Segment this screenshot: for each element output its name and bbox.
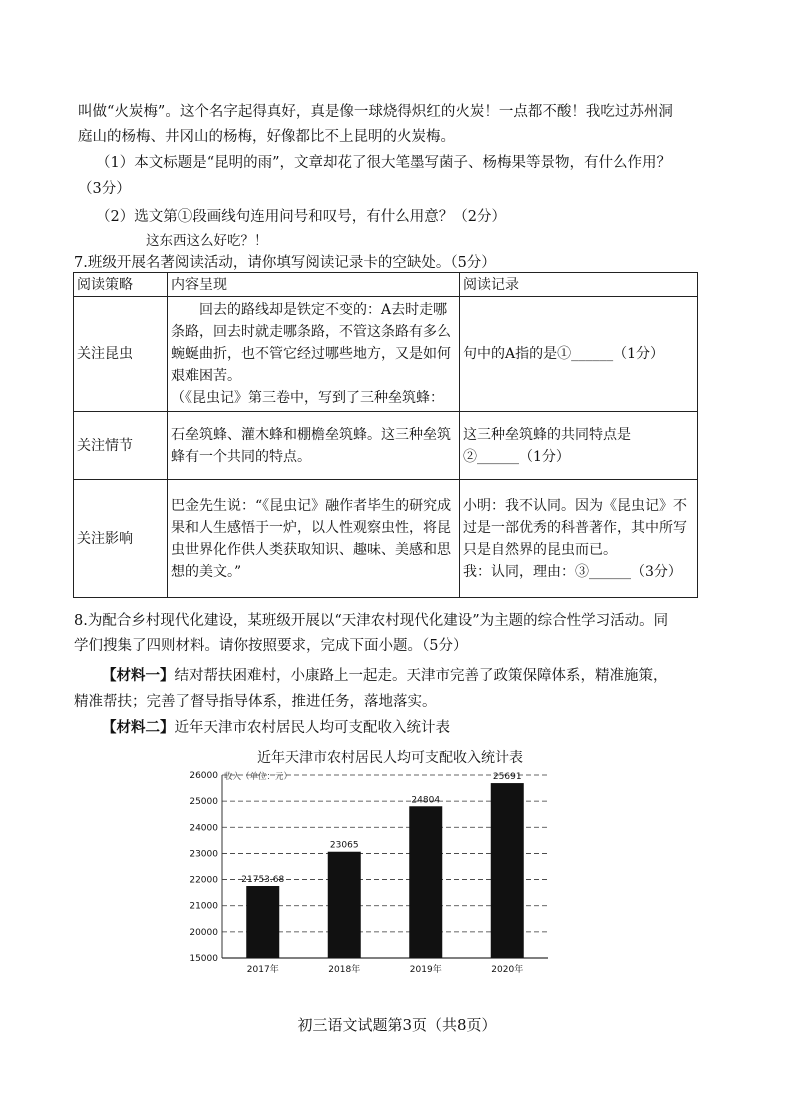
record-insect-blank[interactable]: 句中的A指的是①______（1分） [460, 297, 698, 412]
text-line: 叫做“火炭梅”。这个名字起得真好，真是像一球烧得炽红的火炭！一点都不酸！我吃过苏州洞 [78, 104, 673, 120]
content-insect [168, 297, 460, 412]
record-influence-opinion: 小明：我不认同。因为《昆虫记》不过是一部优秀的科普著作，其中所写只是自然界的昆虫而已。 [463, 497, 687, 558]
material-2-text: 近年天津市农村居民人均可支配收入统计表 [174, 720, 450, 736]
y-tick-label: 20000 [189, 927, 218, 938]
material-1-text: 结对帮扶困难村，小康路上一起走。天津市完善了政策保障体系，精准施策， [174, 668, 668, 684]
question-8-line1: 8.为配合乡村现代化建设，某班级开展以“天津农村现代化建设”为主题的综合性学习活动。同 [74, 613, 669, 629]
record-plot-blank[interactable]: ②______（1分） [463, 448, 570, 465]
y-tick-label: 26000 [189, 771, 218, 781]
chart-title: 近年天津市农村居民人均可支配收入统计表 [257, 750, 523, 766]
x-category-label: 2017年 [246, 965, 279, 975]
header-content: 内容呈现 [168, 273, 460, 297]
y-tick-label: 23000 [189, 849, 218, 860]
chart-legend: 收入（单位：元） [224, 772, 293, 782]
header-strategy: 阅读策略 [74, 273, 168, 297]
question-6-2: （2）选文第①段画线句连用问号和叹号，有什么用意？（2分） [96, 209, 506, 225]
reading-record-card [73, 272, 698, 598]
bar [246, 886, 279, 958]
material-2-label: 【材料二】 [102, 719, 175, 736]
bar [409, 806, 442, 958]
x-category-label: 2019年 [409, 965, 442, 975]
bar [491, 783, 524, 958]
strategy-insect: 关注昆虫 [74, 297, 168, 412]
y-tick-label: 24000 [189, 823, 218, 834]
material-1-line2: 精准帮扶；完善了督导指导体系，推进任务，落地落实。 [74, 694, 437, 710]
x-category-label: 2020年 [491, 965, 524, 975]
y-tick-label: 21000 [189, 901, 218, 912]
handwritten-quote: 这东西这么好吃？！ [146, 233, 268, 249]
question-6-1: （1）本文标题是“昆明的雨”，文章却花了很大笔墨写菌子、杨梅果等景物，有什么作用？ [96, 155, 672, 171]
content-influence: 巴金先生说：“《昆虫记》融作者毕生的研究成果和人生感悟于一炉，以人性观察虫性，将昆虫世界化作供人类获取知识、趣味、美感和思想的美文。” [168, 480, 460, 598]
income-bar-chart [180, 745, 560, 980]
record-influence-blank[interactable]: 我：认同，理由：③______（3分） [463, 563, 682, 580]
bar-value-label: 21753.68 [241, 875, 285, 886]
record-influence[interactable] [460, 480, 698, 598]
question-8-line2: 学们搜集了四则材料。请你按照要求，完成下面小题。（5分） [74, 638, 468, 654]
material-2 [102, 718, 450, 738]
content-plot: 石垒筑蜂、灌木蜂和棚檐垒筑蜂。这三种垒筑蜂有一个共同的特点。 [168, 412, 460, 480]
bar-value-label: 25691 [492, 772, 522, 783]
y-tick-label: 15000 [189, 954, 218, 964]
x-category-label: 2018年 [328, 965, 361, 975]
y-tick-label: 25000 [189, 797, 218, 808]
strategy-influence: 关注影响 [74, 480, 168, 598]
question-7-title: 7.班级开展名著阅读活动，请你填写阅读记录卡的空缺处。（5分） [74, 255, 496, 271]
content-insect-text: 回去的路线却是铁定不变的：A去时走哪条路，回去时就走哪条路，不管这条路有多么蜿蜒曲折，也不管它经过哪些地方，又是如何艰难困苦。 [171, 302, 451, 384]
material-1 [102, 666, 668, 686]
material-1-label: 【材料一】 [102, 667, 175, 684]
header-record: 阅读记录 [460, 273, 698, 297]
page-footer: 初三语文试题第3页（共8页） [297, 1016, 497, 1034]
bar [328, 852, 361, 958]
record-plot-line1: 这三种垒筑蜂的共同特点是 [463, 426, 631, 443]
question-6-1-score: （3分） [78, 181, 131, 197]
strategy-plot: 关注情节 [74, 412, 168, 480]
y-tick-label: 22000 [189, 875, 218, 886]
text-line: 庭山的杨梅、井冈山的杨梅，好像都比不上昆明的火炭梅。 [78, 129, 455, 145]
bar-value-label: 24804 [411, 795, 441, 806]
content-insect-source: （《昆虫记》第三卷中，写到了三种垒筑蜂： [171, 390, 444, 406]
bar-value-label: 23065 [329, 840, 359, 851]
record-plot[interactable] [460, 412, 698, 480]
